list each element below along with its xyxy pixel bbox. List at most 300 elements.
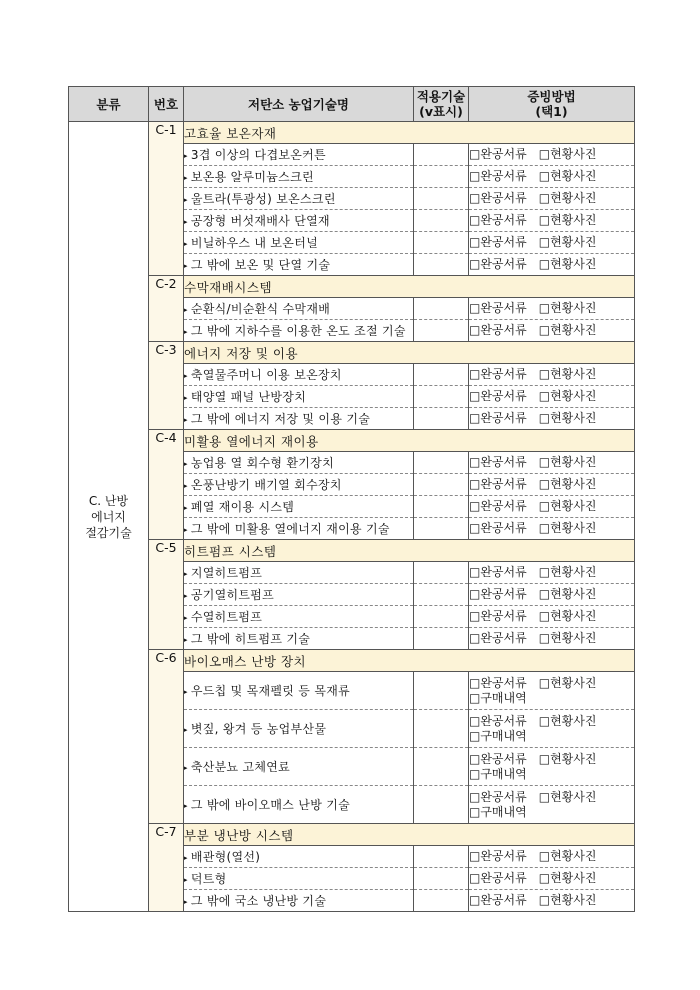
proof-option-site-photos[interactable] (539, 147, 597, 161)
checkbox-icon[interactable]: □ (538, 411, 551, 425)
proof-option-completion-docs[interactable] (469, 257, 527, 271)
proof-option-site-photos[interactable] (539, 714, 597, 728)
checkbox-icon[interactable]: □ (538, 323, 551, 337)
proof-option-purchase-history[interactable] (469, 729, 527, 743)
header-proof-line1: 증빙방법 (527, 89, 576, 104)
applied-check-cell[interactable] (414, 628, 469, 650)
tech-item-label: 그 밖에 보온 및 단열 기술 (190, 258, 331, 272)
tech-item-label: 폐열 재이용 시스템 (190, 500, 295, 514)
tech-item (184, 606, 414, 628)
checkbox-icon[interactable]: □ (469, 411, 481, 425)
applied-check-cell[interactable] (414, 210, 469, 232)
proof-option-site-photos[interactable] (539, 301, 597, 315)
applied-check-cell[interactable] (414, 672, 469, 710)
tech-item-label: 덕트형 (190, 872, 227, 886)
proof-cell (469, 254, 635, 276)
category-line2: 에너지 (91, 509, 126, 524)
tech-item-label: 지열히트펌프 (190, 566, 263, 580)
proof-cell (469, 584, 635, 606)
proof-option-completion-docs[interactable] (469, 893, 527, 907)
proof-option-site-photos[interactable] (539, 477, 597, 491)
tech-item-label: 그 밖에 국소 냉난방 기술 (190, 894, 327, 908)
checkbox-icon[interactable]: □ (469, 235, 481, 249)
proof-option-label: 완공서류 (480, 751, 527, 766)
bullet-icon: ▸ (184, 802, 188, 810)
proof-option-completion-docs[interactable] (469, 587, 527, 601)
tech-item-label: 온풍난방기 배기열 회수장치 (190, 478, 342, 492)
tech-item (184, 748, 414, 786)
proof-option-label: 완공서류 (480, 455, 527, 469)
proof-cell (469, 562, 635, 584)
checkbox-icon[interactable]: □ (469, 675, 481, 690)
group-code: C-5 (149, 540, 184, 650)
checkbox-icon[interactable]: □ (469, 499, 481, 513)
header-row (69, 87, 635, 122)
applied-check-cell[interactable] (414, 496, 469, 518)
proof-cell (469, 320, 635, 342)
checkbox-icon[interactable]: □ (469, 301, 481, 315)
proof-cell (469, 386, 635, 408)
proof-option-label: 완공서류 (480, 893, 527, 907)
tech-item-label: 농업용 열 회수형 환기장치 (190, 456, 334, 470)
checkbox-icon[interactable]: □ (469, 728, 481, 743)
tech-item-label: 공기열히트펌프 (190, 588, 275, 602)
proof-option-site-photos[interactable] (539, 871, 597, 885)
proof-option-label: 완공서류 (480, 301, 527, 315)
applied-check-cell[interactable] (414, 606, 469, 628)
proof-option-site-photos[interactable] (539, 213, 597, 227)
proof-option-completion-docs[interactable] (469, 499, 527, 513)
tech-table (68, 86, 635, 912)
proof-option-completion-docs[interactable] (469, 631, 527, 645)
proof-option-label: 현황사진 (550, 411, 597, 425)
proof-option-completion-docs[interactable] (469, 752, 527, 766)
proof-cell (469, 408, 635, 430)
group-row (69, 650, 635, 672)
applied-check-cell[interactable] (414, 386, 469, 408)
group-code: C-2 (149, 276, 184, 342)
tech-item-label: 보온용 알루미늄스크린 (190, 170, 314, 184)
checkbox-icon[interactable]: □ (538, 521, 551, 535)
proof-option-purchase-history[interactable] (469, 805, 527, 819)
applied-check-cell[interactable] (414, 846, 469, 868)
checkbox-icon[interactable]: □ (469, 477, 481, 491)
proof-option-label: 현황사진 (550, 499, 597, 513)
proof-option-completion-docs[interactable] (469, 169, 527, 183)
group-code: C-3 (149, 342, 184, 430)
applied-check-cell[interactable] (414, 298, 469, 320)
checkbox-icon[interactable]: □ (469, 609, 481, 623)
checkbox-icon[interactable]: □ (538, 893, 551, 907)
applied-check-cell[interactable] (414, 518, 469, 540)
proof-option-label: 완공서류 (480, 477, 527, 491)
proof-option-label: 현황사진 (550, 147, 597, 161)
tech-item (184, 364, 414, 386)
header-applied (414, 87, 469, 122)
proof-option-label: 완공서류 (480, 713, 527, 728)
proof-option-site-photos[interactable] (539, 455, 597, 469)
bullet-icon: ▸ (184, 460, 188, 468)
proof-cell (469, 890, 635, 912)
tech-item-label: 우드칩 및 목재펠릿 등 목재류 (190, 684, 350, 698)
applied-check-cell[interactable] (414, 452, 469, 474)
proof-option-label: 완공서류 (480, 213, 527, 227)
checkbox-icon[interactable]: □ (538, 675, 551, 690)
proof-option-label: 현황사진 (550, 213, 597, 227)
proof-option-label: 현황사진 (550, 477, 597, 491)
header-proof-line2: (택1) (535, 104, 568, 119)
checkbox-icon[interactable]: □ (538, 587, 551, 601)
checkbox-icon[interactable]: □ (538, 147, 551, 161)
tech-item (184, 518, 414, 540)
tech-item (184, 320, 414, 342)
proof-option-label: 완공서류 (480, 235, 527, 249)
tech-item (184, 628, 414, 650)
proof-option-completion-docs[interactable] (469, 235, 527, 249)
proof-option-completion-docs[interactable] (469, 565, 527, 579)
proof-option-completion-docs[interactable] (469, 411, 527, 425)
bullet-icon: ▸ (184, 592, 188, 600)
proof-option-label: 현황사진 (550, 455, 597, 469)
proof-option-label: 완공서류 (480, 871, 527, 885)
tech-item (184, 846, 414, 868)
checkbox-icon[interactable]: □ (469, 521, 481, 535)
proof-option-label: 구매내역 (480, 728, 527, 743)
proof-option-label: 현황사진 (550, 893, 597, 907)
tech-item (184, 166, 414, 188)
proof-option-label: 완공서류 (480, 499, 527, 513)
tech-item-label: 그 밖에 히트펌프 기술 (190, 632, 311, 646)
group-title: 에너지 저장 및 이용 (184, 342, 635, 364)
checkbox-icon[interactable]: □ (469, 631, 481, 645)
proof-cell (469, 364, 635, 386)
tech-item (184, 452, 414, 474)
proof-option-completion-docs[interactable] (469, 389, 527, 403)
checkbox-icon[interactable]: □ (469, 191, 481, 205)
bullet-icon: ▸ (184, 570, 188, 578)
bullet-icon: ▸ (184, 174, 188, 182)
proof-option-completion-docs[interactable] (469, 147, 527, 161)
bullet-icon: ▸ (184, 372, 188, 380)
checkbox-icon[interactable]: □ (538, 169, 551, 183)
tech-item-label: 수열히트펌프 (190, 610, 263, 624)
header-proof (469, 87, 635, 122)
checkbox-icon[interactable]: □ (469, 455, 481, 469)
proof-option-label: 현황사진 (550, 631, 597, 645)
proof-option-label: 완공서류 (480, 587, 527, 601)
checkbox-icon[interactable]: □ (469, 367, 481, 381)
group-title: 미활용 열에너지 재이용 (184, 430, 635, 452)
checkbox-icon[interactable]: □ (469, 147, 481, 161)
checkbox-icon[interactable]: □ (469, 169, 481, 183)
checkbox-icon[interactable]: □ (469, 849, 481, 863)
checkbox-icon[interactable]: □ (538, 191, 551, 205)
bullet-icon: ▸ (184, 262, 188, 270)
proof-option-purchase-history[interactable] (469, 767, 527, 781)
checkbox-icon[interactable]: □ (538, 631, 551, 645)
proof-option-site-photos[interactable] (539, 191, 597, 205)
proof-option-site-photos[interactable] (539, 676, 597, 690)
proof-cell (469, 748, 635, 786)
proof-cell (469, 868, 635, 890)
proof-cell (469, 846, 635, 868)
proof-cell (469, 144, 635, 166)
bullet-icon: ▸ (184, 152, 188, 160)
tech-item-label: 그 밖에 미활용 열에너지 재이용 기술 (190, 522, 390, 536)
checkbox-icon[interactable]: □ (469, 713, 481, 728)
bullet-icon: ▸ (184, 482, 188, 490)
group-row (69, 430, 635, 452)
checkbox-icon[interactable]: □ (469, 213, 481, 227)
proof-option-site-photos[interactable] (539, 367, 597, 381)
applied-check-cell[interactable] (414, 144, 469, 166)
proof-option-label: 완공서류 (480, 521, 527, 535)
group-row (69, 342, 635, 364)
proof-option-label: 현황사진 (550, 367, 597, 381)
applied-check-cell[interactable] (414, 584, 469, 606)
checkbox-icon[interactable]: □ (469, 257, 481, 271)
checkbox-icon[interactable]: □ (469, 323, 481, 337)
proof-cell (469, 166, 635, 188)
checkbox-icon[interactable]: □ (538, 367, 551, 381)
proof-option-label: 현황사진 (550, 565, 597, 579)
checkbox-icon[interactable]: □ (469, 389, 481, 403)
group-title: 히트펌프 시스템 (184, 540, 635, 562)
checkbox-icon[interactable]: □ (538, 257, 551, 271)
proof-option-site-photos[interactable] (539, 323, 597, 337)
proof-option-site-photos[interactable] (539, 849, 597, 863)
checkbox-icon[interactable]: □ (469, 789, 481, 804)
proof-option-label: 완공서류 (480, 191, 527, 205)
category-line3: 절감기술 (85, 525, 132, 540)
proof-option-site-photos[interactable] (539, 521, 597, 535)
proof-option-label: 완공서류 (480, 389, 527, 403)
group-code: C-4 (149, 430, 184, 540)
applied-check-cell[interactable] (414, 868, 469, 890)
tech-item-label: 축산분뇨 고체연료 (190, 760, 291, 774)
checkbox-icon[interactable]: □ (469, 893, 481, 907)
applied-check-cell[interactable] (414, 254, 469, 276)
applied-check-cell[interactable] (414, 320, 469, 342)
bullet-icon: ▸ (184, 636, 188, 644)
tech-item-label: 배관형(열선) (190, 850, 261, 864)
bullet-icon: ▸ (184, 688, 188, 696)
proof-option-completion-docs[interactable] (469, 323, 527, 337)
header-tech-name: 저탄소 농업기술명 (184, 87, 414, 122)
proof-option-site-photos[interactable] (539, 411, 597, 425)
proof-option-label: 완공서류 (480, 169, 527, 183)
proof-option-label: 완공서류 (480, 323, 527, 337)
checkbox-icon[interactable]: □ (538, 565, 551, 579)
category-cell (69, 122, 149, 912)
proof-option-label: 현황사진 (550, 169, 597, 183)
proof-option-label: 완공서류 (480, 849, 527, 863)
applied-check-cell[interactable] (414, 786, 469, 824)
proof-option-site-photos[interactable] (539, 169, 597, 183)
proof-cell (469, 188, 635, 210)
applied-check-cell[interactable] (414, 710, 469, 748)
checkbox-icon[interactable]: □ (469, 565, 481, 579)
proof-cell (469, 452, 635, 474)
proof-cell (469, 672, 635, 710)
proof-option-label: 구매내역 (480, 766, 527, 781)
checkbox-icon[interactable]: □ (469, 871, 481, 885)
proof-cell (469, 606, 635, 628)
proof-option-completion-docs[interactable] (469, 191, 527, 205)
bullet-icon: ▸ (184, 416, 188, 424)
checkbox-icon[interactable]: □ (538, 849, 551, 863)
group-code: C-1 (149, 122, 184, 276)
proof-option-completion-docs[interactable] (469, 609, 527, 623)
proof-option-completion-docs[interactable] (469, 714, 527, 728)
proof-option-completion-docs[interactable] (469, 790, 527, 804)
checkbox-icon[interactable]: □ (538, 301, 551, 315)
proof-option-site-photos[interactable] (539, 790, 597, 804)
proof-option-label: 현황사진 (550, 789, 597, 804)
tech-item-label: 비닐하우스 내 보온터널 (190, 236, 318, 250)
proof-option-label: 현황사진 (550, 849, 597, 863)
proof-option-site-photos[interactable] (539, 893, 597, 907)
checkbox-icon[interactable]: □ (469, 804, 481, 819)
checkbox-icon[interactable]: □ (538, 455, 551, 469)
checkbox-icon[interactable]: □ (469, 690, 481, 705)
proof-cell (469, 628, 635, 650)
applied-check-cell[interactable] (414, 748, 469, 786)
proof-option-site-photos[interactable] (539, 587, 597, 601)
header-applied-line1: 적용기술 (416, 89, 466, 104)
tech-item (184, 786, 414, 824)
checkbox-icon[interactable]: □ (538, 713, 551, 728)
checkbox-icon[interactable]: □ (538, 213, 551, 227)
proof-option-label: 완공서류 (480, 411, 527, 425)
proof-cell (469, 232, 635, 254)
tech-item (184, 386, 414, 408)
tech-item-label: 그 밖에 에너지 저장 및 이용 기술 (190, 412, 371, 426)
checkbox-icon[interactable]: □ (538, 789, 551, 804)
group-title: 부분 냉난방 시스템 (184, 824, 635, 846)
proof-option-label: 현황사진 (550, 301, 597, 315)
header-category: 분류 (69, 87, 149, 122)
header-applied-line2: (v표시) (419, 104, 463, 119)
proof-option-label: 현황사진 (550, 751, 597, 766)
tech-item (184, 210, 414, 232)
proof-option-label: 구매내역 (480, 690, 527, 705)
bullet-icon: ▸ (184, 504, 188, 512)
tech-item (184, 474, 414, 496)
tech-item (184, 254, 414, 276)
proof-option-site-photos[interactable] (539, 609, 597, 623)
checkbox-icon[interactable]: □ (469, 587, 481, 601)
proof-option-completion-docs[interactable] (469, 301, 527, 315)
proof-option-completion-docs[interactable] (469, 849, 527, 863)
checkbox-icon[interactable]: □ (538, 751, 551, 766)
applied-check-cell[interactable] (414, 562, 469, 584)
bullet-icon: ▸ (184, 240, 188, 248)
proof-option-label: 완공서류 (480, 789, 527, 804)
proof-option-completion-docs[interactable] (469, 367, 527, 381)
bullet-icon: ▸ (184, 726, 188, 734)
proof-option-completion-docs[interactable] (469, 213, 527, 227)
tech-item (184, 710, 414, 748)
applied-check-cell[interactable] (414, 232, 469, 254)
checkbox-icon[interactable]: □ (538, 235, 551, 249)
proof-option-label: 완공서류 (480, 147, 527, 161)
applied-check-cell[interactable] (414, 890, 469, 912)
proof-cell (469, 496, 635, 518)
applied-check-cell[interactable] (414, 364, 469, 386)
checkbox-icon[interactable]: □ (469, 766, 481, 781)
tech-item (184, 868, 414, 890)
table-body (69, 122, 635, 912)
proof-cell (469, 710, 635, 748)
applied-check-cell[interactable] (414, 188, 469, 210)
proof-option-site-photos[interactable] (539, 631, 597, 645)
checkbox-icon[interactable]: □ (538, 389, 551, 403)
applied-check-cell[interactable] (414, 474, 469, 496)
proof-option-label: 현황사진 (550, 257, 597, 271)
group-row (69, 276, 635, 298)
tech-item (184, 232, 414, 254)
proof-option-label: 현황사진 (550, 871, 597, 885)
proof-option-label: 완공서류 (480, 631, 527, 645)
tech-item-label: 3겹 이상의 다겹보온커튼 (190, 148, 326, 162)
bullet-icon: ▸ (184, 764, 188, 772)
bullet-icon: ▸ (184, 614, 188, 622)
group-row (69, 540, 635, 562)
bullet-icon: ▸ (184, 898, 188, 906)
proof-option-site-photos[interactable] (539, 752, 597, 766)
tech-item (184, 408, 414, 430)
proof-option-completion-docs[interactable] (469, 676, 527, 690)
proof-option-label: 구매내역 (480, 804, 527, 819)
group-row (69, 824, 635, 846)
group-row (69, 122, 635, 144)
checkbox-icon[interactable]: □ (469, 751, 481, 766)
proof-option-site-photos[interactable] (539, 389, 597, 403)
proof-option-completion-docs[interactable] (469, 871, 527, 885)
tech-item-label: 울트라(투광성) 보온스크린 (190, 192, 336, 206)
checkbox-icon[interactable]: □ (538, 499, 551, 513)
group-title: 바이오매스 난방 장치 (184, 650, 635, 672)
proof-option-label: 완공서류 (480, 675, 527, 690)
applied-check-cell[interactable] (414, 166, 469, 188)
proof-option-label: 현황사진 (550, 713, 597, 728)
checkbox-icon[interactable]: □ (538, 609, 551, 623)
proof-option-completion-docs[interactable] (469, 521, 527, 535)
proof-option-site-photos[interactable] (539, 499, 597, 513)
checkbox-icon[interactable]: □ (538, 477, 551, 491)
tech-item-label: 공장형 버섯재배사 단열재 (190, 214, 330, 228)
applied-check-cell[interactable] (414, 408, 469, 430)
proof-option-site-photos[interactable] (539, 257, 597, 271)
tech-item (184, 188, 414, 210)
proof-option-label: 현황사진 (550, 323, 597, 337)
proof-option-label: 현황사진 (550, 587, 597, 601)
bullet-icon: ▸ (184, 876, 188, 884)
checkbox-icon[interactable]: □ (538, 871, 551, 885)
group-code: C-6 (149, 650, 184, 824)
proof-option-completion-docs[interactable] (469, 477, 527, 491)
tech-item (184, 298, 414, 320)
proof-option-completion-docs[interactable] (469, 455, 527, 469)
proof-option-site-photos[interactable] (539, 565, 597, 579)
bullet-icon: ▸ (184, 854, 188, 862)
proof-option-label: 현황사진 (550, 609, 597, 623)
tech-item-label: 그 밖에 바이오매스 난방 기술 (190, 798, 350, 812)
proof-option-purchase-history[interactable] (469, 691, 527, 705)
proof-option-site-photos[interactable] (539, 235, 597, 249)
tech-item-label: 볏짚, 왕겨 등 농업부산물 (190, 722, 327, 736)
